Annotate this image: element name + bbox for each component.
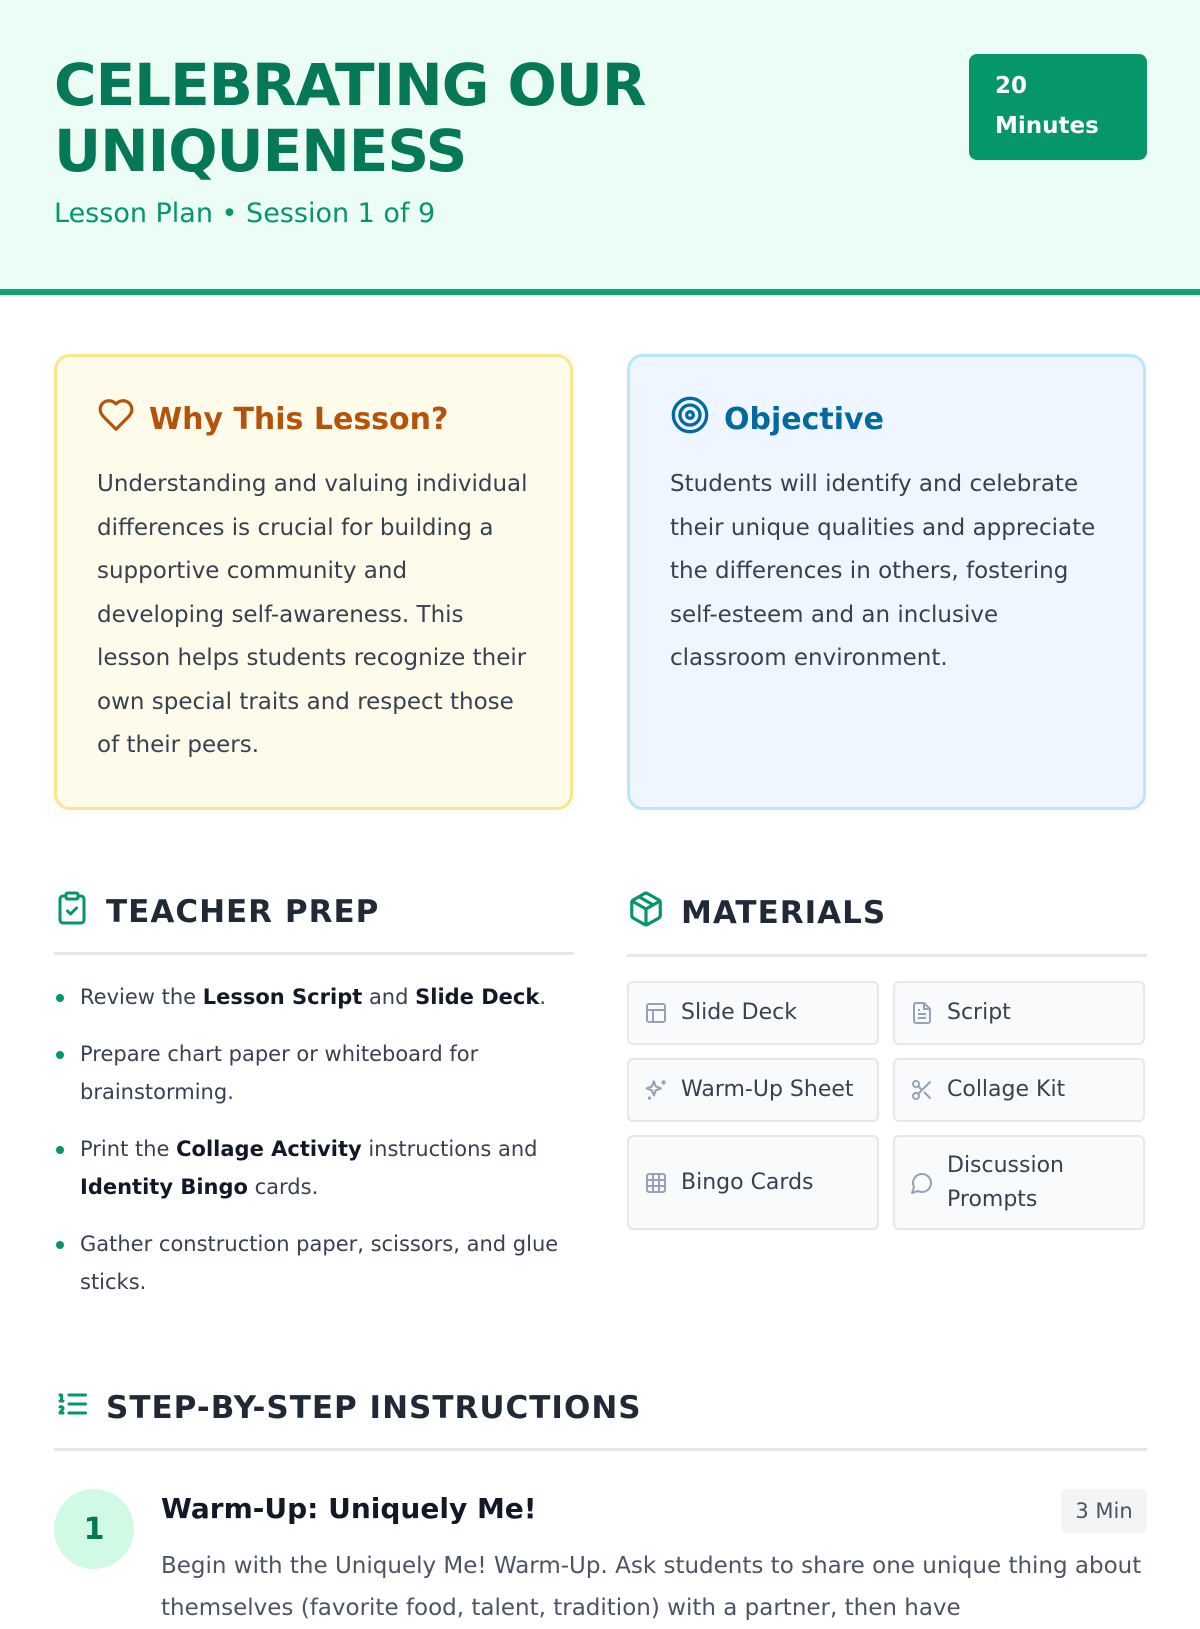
objective-card [627, 354, 1146, 810]
material-label: Warm-Up Sheet [681, 1077, 854, 1102]
list-item: Review the Lesson Script and Slide Deck. [54, 978, 574, 1016]
teacher-prep-heading [54, 890, 574, 955]
teacher-prep-list [54, 978, 574, 1320]
sparkles-icon [643, 1077, 669, 1103]
material-label: Slide Deck [681, 1000, 797, 1025]
material-slide-deck [627, 981, 879, 1045]
material-label: Bingo Cards [681, 1169, 814, 1195]
materials-heading-text: MATERIALS [681, 895, 887, 931]
heart-icon [97, 396, 135, 442]
list-item: Gather construction paper, scissors, and glue sticks. [54, 1225, 574, 1301]
objective-heading-text: Objective [724, 401, 884, 437]
lesson-header [0, 0, 1200, 295]
material-label: Script [947, 1000, 1011, 1025]
layout-icon [643, 1001, 669, 1025]
package-icon [627, 890, 665, 936]
duration-unit: Minutes [995, 113, 1099, 139]
steps-heading [54, 1386, 1147, 1451]
scissors-icon [909, 1078, 935, 1102]
file-text-icon [909, 1001, 935, 1025]
material-bingo-cards [627, 1135, 879, 1230]
material-collage-kit [893, 1058, 1145, 1122]
step-time-badge: 3 Min [1061, 1489, 1147, 1533]
lesson-subtitle: Lesson Plan • Session 1 of 9 [54, 198, 436, 229]
materials-heading [627, 890, 1147, 957]
objective-heading [670, 397, 1103, 441]
why-heading [97, 397, 530, 441]
duration-number: 20 [995, 73, 1028, 99]
teacher-prep-heading-text: TEACHER PREP [106, 894, 380, 930]
list-ordered-icon [54, 1386, 90, 1430]
objective-body: Students will identify and celebrate their unique qualities and appreciate the differences in others, fostering self-esteem and an inclusive classroom environment. [670, 471, 1096, 671]
step-number: 1 [54, 1489, 134, 1569]
material-discussion-prompts [893, 1135, 1145, 1230]
message-circle-icon [909, 1171, 935, 1195]
grid-icon [643, 1171, 669, 1195]
title-line-1: CELEBRATING OUR [54, 51, 646, 119]
duration-badge [969, 54, 1147, 160]
list-item: Print the Collage Activity instructions and Identity Bingo cards. [54, 1130, 574, 1206]
material-warm-up-sheet [627, 1058, 879, 1122]
title-line-2: UNIQUENESS [54, 117, 467, 185]
material-label: Discussion Prompts [947, 1152, 1064, 1212]
steps-heading-text: STEP-BY-STEP INSTRUCTIONS [106, 1390, 642, 1426]
why-card [54, 354, 573, 810]
list-item: Prepare chart paper or whiteboard for brainstorming. [54, 1035, 574, 1111]
step-title: Warm-Up: Uniquely Me! [161, 1492, 537, 1525]
lesson-title [54, 52, 814, 184]
step-description: Begin with the Uniquely Me! Warm-Up. Ask students to share one unique thing about themselves (favorite food, talent, tradition) with a partner, then have [161, 1553, 1142, 1621]
why-body: Understanding and valuing individual differences is crucial for building a supportive community and developing self-awareness. This lesson helps students recognize their own special traits and respect those of their peers. [97, 471, 528, 758]
target-icon [670, 395, 710, 443]
why-heading-text: Why This Lesson? [149, 401, 449, 437]
material-script [893, 981, 1145, 1045]
material-label: Collage Kit [947, 1077, 1066, 1102]
clipboard-check-icon [54, 890, 90, 934]
